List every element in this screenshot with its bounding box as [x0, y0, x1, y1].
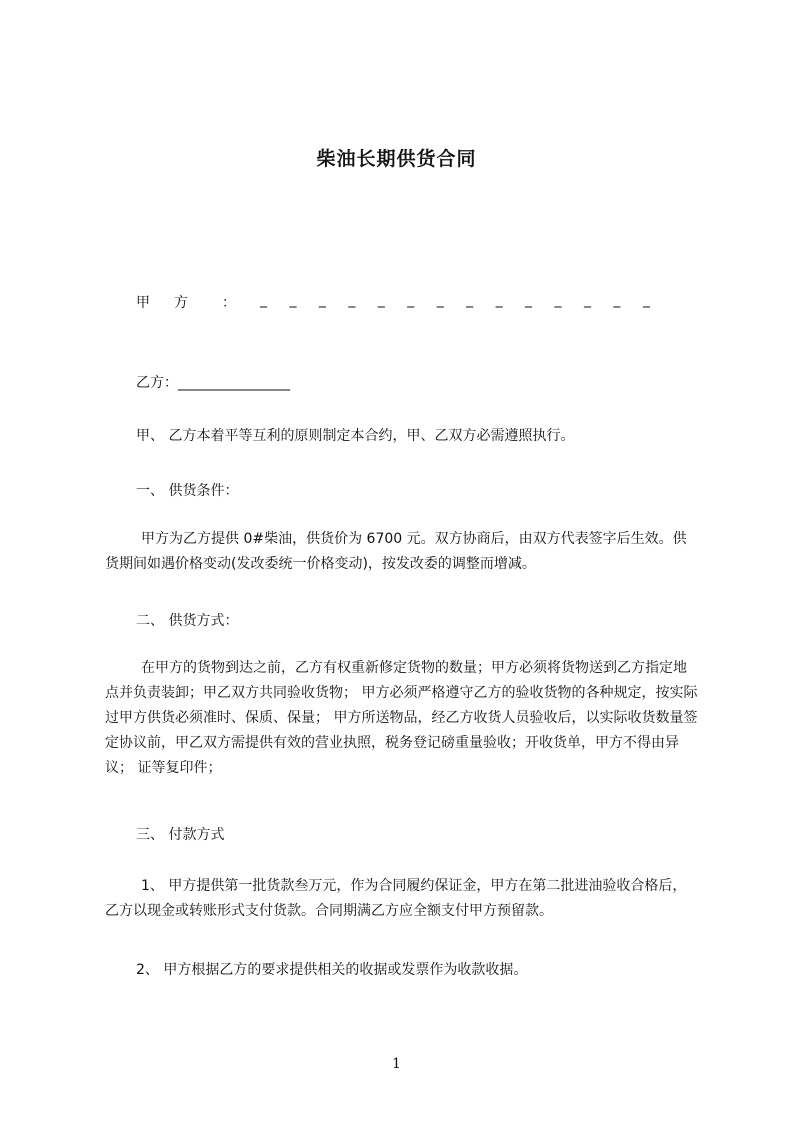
section-3-item-1-text: 1、 甲方提供第一批货款叁万元，作为合同履约保证金，甲方在第二批进油验收合格后，乙方以现金或转账形式支付货款。合同期满乙方应全额支付甲方预留款。: [105, 878, 687, 919]
section-3-heading: 三、 付款方式: [136, 827, 225, 843]
section-3-item-1: [105, 874, 699, 924]
party-b-line: 乙方：________________: [136, 375, 290, 391]
intro-paragraph: 甲、 乙方本着平等互利的原则制定本合约，甲、乙双方必需遵照执行。: [136, 428, 575, 444]
section-1-body: [105, 527, 699, 577]
section-1-heading: 一、 供货条件：: [136, 483, 239, 499]
page-number: 1: [392, 1056, 401, 1072]
section-2-text: 在甲方的货物到达之前，乙方有权重新修定货物的数量；甲方必须将货物送到乙方指定地点并负责装卸；甲乙双方共同验收货物； 甲方必须严格遵守乙方的验收货物的各种规定，按实际过甲方供货必须准时、保质、保量； 甲方所送物品，经乙方收货人员验收后，以实际收货数量签定协议前，甲乙双方需提供有效的营业执照，税务登记磅重量验收；开收货单，甲方不得由异议； 证等复印件；: [105, 660, 698, 776]
party-a-blank-line: _ _ _ _ _ _ _ _ _ _ _ _ _ _: [260, 292, 659, 308]
section-2-body: [105, 656, 699, 781]
contract-title: 柴油长期供货合同: [316, 148, 477, 170]
section-3-item-2: 2、 甲方根据乙方的要求提供相关的收据或发票作为收款收据。: [136, 962, 528, 978]
section-2-heading: 二、 供货方式：: [136, 613, 239, 629]
section-1-text: 甲方为乙方提供 0#柴油，供货价为 6700 元。双方协商后，由双方代表签字后生效。供货期间如遇价格变动(发改委统一价格变动)，按发改委的调整而增减。: [105, 531, 687, 572]
party-a-colon: ：: [222, 295, 236, 311]
party-a-label: 甲方: [136, 295, 212, 311]
